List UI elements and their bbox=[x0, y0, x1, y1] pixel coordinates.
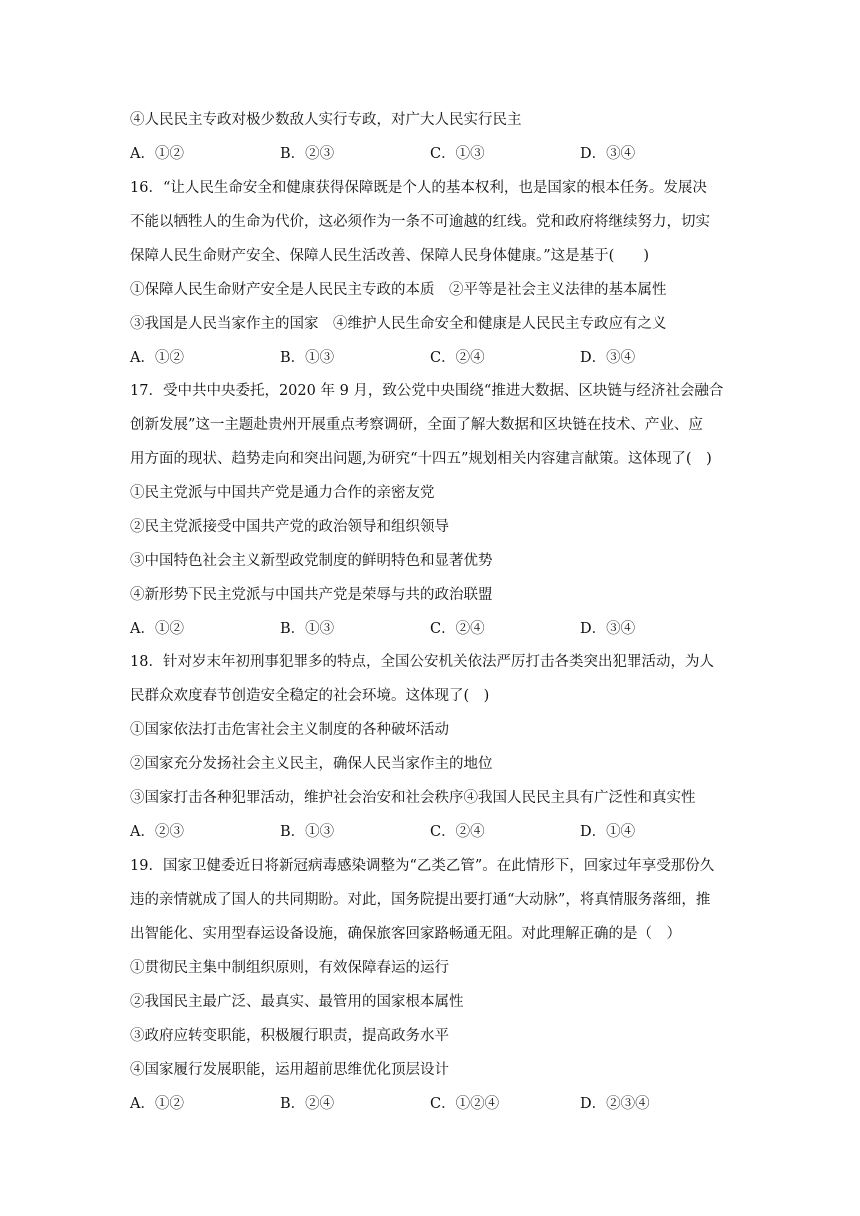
q16-option-b: B．①③ bbox=[280, 350, 335, 366]
q17-item-4: ④新形势下民主党派与中国共产党是荣辱与共的政治联盟 bbox=[130, 587, 493, 603]
q18-option-b: B．①③ bbox=[280, 824, 335, 840]
q16-items-line-2: ③我国是人民当家作主的国家 ④维护人民生命安全和健康是人民民主专政应有之义 bbox=[130, 316, 667, 332]
q19-stem-line-1: 19．国家卫健委近日将新冠病毒感染调整为“乙类乙管”。在此情形下，回家过年享受那份久 bbox=[130, 858, 715, 874]
q16-stem-line-2: 不能以牺牲人的生命为代价，这必须作为一条不可逾越的红线。党和政府将继续努力，切实 bbox=[130, 214, 710, 230]
q18-item-2: ②国家充分发扬社会主义民主，确保人民当家作主的地位 bbox=[130, 756, 493, 772]
q15-option-c: C．①③ bbox=[430, 146, 485, 162]
q17-option-c: C．②④ bbox=[430, 621, 485, 637]
q15-option-a: A．①② bbox=[130, 146, 184, 162]
q18-stem-line-2: 民群众欢度春节创造安全稳定的社会环境。这体现了( ) bbox=[130, 688, 490, 704]
q16-options bbox=[130, 348, 730, 368]
q15-item-4: ④人民民主专政对极少数敌人实行专政，对广大人民实行民主 bbox=[130, 112, 522, 128]
q16-option-c: C．②④ bbox=[430, 350, 485, 366]
q19-item-3: ③政府应转变职能，积极履行职责，提高政务水平 bbox=[130, 1028, 449, 1044]
q18-stem-line-1: 18．针对岁末年初刑事犯罪多的特点，全国公安机关依法严厉打击各类突出犯罪活动，为人 bbox=[130, 654, 714, 670]
q16-option-a: A．①② bbox=[130, 350, 184, 366]
q17-item-1: ①民主党派与中国共产党是通力合作的亲密友党 bbox=[130, 485, 435, 501]
q19-options bbox=[130, 1094, 730, 1114]
q19-item-4: ④国家履行发展职能，运用超前思维优化顶层设计 bbox=[130, 1062, 449, 1078]
q19-option-b: B．②④ bbox=[280, 1096, 335, 1112]
q17-option-b: B．①③ bbox=[280, 621, 335, 637]
q17-stem-line-1: 17．受中共中央委托，2020 年 9 月，致公党中央围绕“推进大数据、区块链与经济社会融合 bbox=[130, 383, 724, 399]
q19-option-d: D．②③④ bbox=[580, 1096, 650, 1112]
q18-option-d: D．①④ bbox=[580, 824, 636, 840]
q17-item-3: ③中国特色社会主义新型政党制度的鲜明特色和显著优势 bbox=[130, 553, 493, 569]
q19-stem-line-3: 出智能化、实用型春运设备设施，确保旅客回家路畅通无阻。对此理解正确的是（ ） bbox=[130, 926, 681, 942]
q16-stem-line-1: 16．“让人民生命安全和健康获得保障既是个人的基本权利，也是国家的根本任务。发展决 bbox=[130, 180, 707, 196]
q15-option-b: B．②③ bbox=[280, 146, 335, 162]
q19-item-1: ①贯彻民主集中制组织原则，有效保障春运的运行 bbox=[130, 960, 449, 976]
q18-option-c: C．②④ bbox=[430, 824, 485, 840]
q19-option-c: C．①②④ bbox=[430, 1096, 500, 1112]
q15-options bbox=[130, 144, 730, 164]
q18-options bbox=[130, 822, 730, 842]
q19-item-2: ②我国民主最广泛、最真实、最管用的国家根本属性 bbox=[130, 994, 464, 1010]
q18-item-3: ③国家打击各种犯罪活动，维护社会治安和社会秩序④我国人民民主具有广泛性和真实性 bbox=[130, 790, 696, 806]
q18-option-a: A．②③ bbox=[130, 824, 184, 840]
q17-stem-line-3: 用方面的现状、趋势走向和突出问题,为研究“十四五”规划相关内容建言献策。这体现了( ) bbox=[130, 451, 712, 467]
q17-stem-line-2: 创新发展”这一主题赴贵州开展重点考察调研，全面了解大数据和区块链在技术、产业、应 bbox=[130, 417, 703, 433]
q17-option-a: A．①② bbox=[130, 621, 184, 637]
q18-item-1: ①国家依法打击危害社会主义制度的各种破坏活动 bbox=[130, 722, 449, 738]
q16-stem-line-3: 保障人民生命财产安全、保障人民生活改善、保障人民身体健康。”这是基于( ) bbox=[130, 248, 649, 264]
q16-items-line-1: ①保障人民生命财产安全是人民民主专政的本质 ②平等是社会主义法律的基本属性 bbox=[130, 282, 667, 298]
q17-options bbox=[130, 619, 730, 639]
q15-option-d: D．③④ bbox=[580, 146, 636, 162]
q19-option-a: A．①② bbox=[130, 1096, 184, 1112]
q19-stem-line-2: 违的亲情就成了国人的共同期盼。对此，国务院提出要打通“大动脉”，将真情服务落细，推 bbox=[130, 892, 711, 908]
q17-item-2: ②民主党派接受中国共产党的政治领导和组织领导 bbox=[130, 519, 449, 535]
q17-option-d: D．③④ bbox=[580, 621, 636, 637]
q16-option-d: D．③④ bbox=[580, 350, 636, 366]
